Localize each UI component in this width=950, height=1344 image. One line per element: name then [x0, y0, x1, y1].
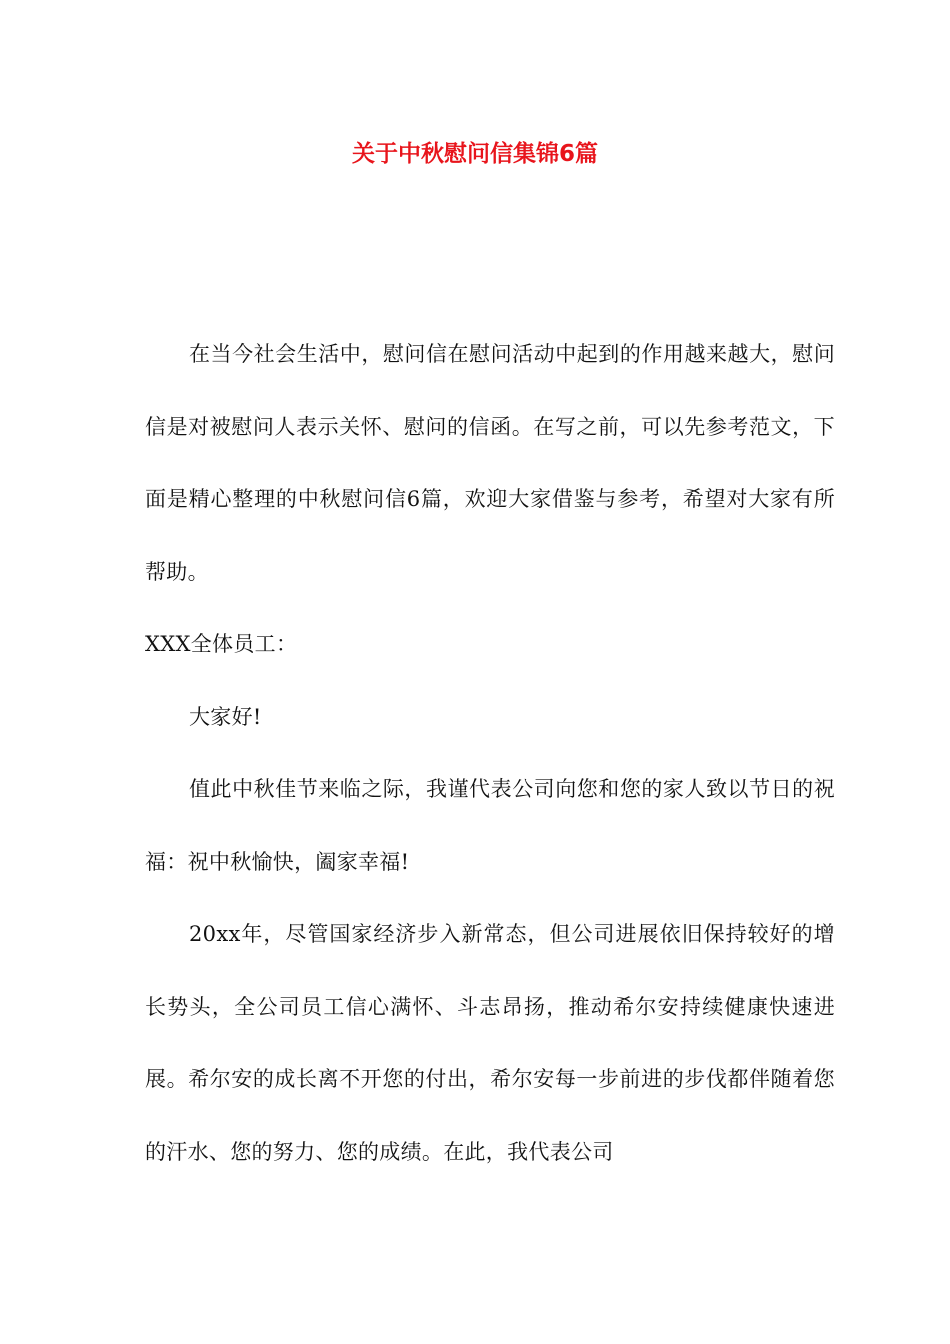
- salutation: XXX全体员工：: [145, 632, 298, 656]
- document-body: [145, 318, 835, 1188]
- intro-paragraph: 在当今社会生活中，慰问信在慰问活动中起到的作用越来越大，慰问信是对被慰问人表示关怀、慰问的信函。在写之前，可以先参考范文，下面是精心整理的中秋慰问信6篇，欢迎大家借鉴与参考，希望对大家有所帮助。: [145, 342, 835, 584]
- document-title: 关于中秋慰问信集锦6篇: [351, 141, 598, 167]
- blessing-paragraph: 值此中秋佳节来临之际，我谨代表公司向您和您的家人致以节日的祝福：祝中秋愉快，阖家幸福!: [145, 777, 835, 874]
- review-paragraph: 20xx年，尽管国家经济步入新常态，但公司进展依旧保持较好的增长势头，全公司员工信心满怀、斗志昂扬，推动希尔安持续健康快速进展。希尔安的成长离不开您的付出，希尔安每一步前进的步伐都伴随着您的汗水、您的努力、您的成绩。在此，我代表公司: [145, 922, 835, 1164]
- greeting: 大家好!: [189, 704, 262, 729]
